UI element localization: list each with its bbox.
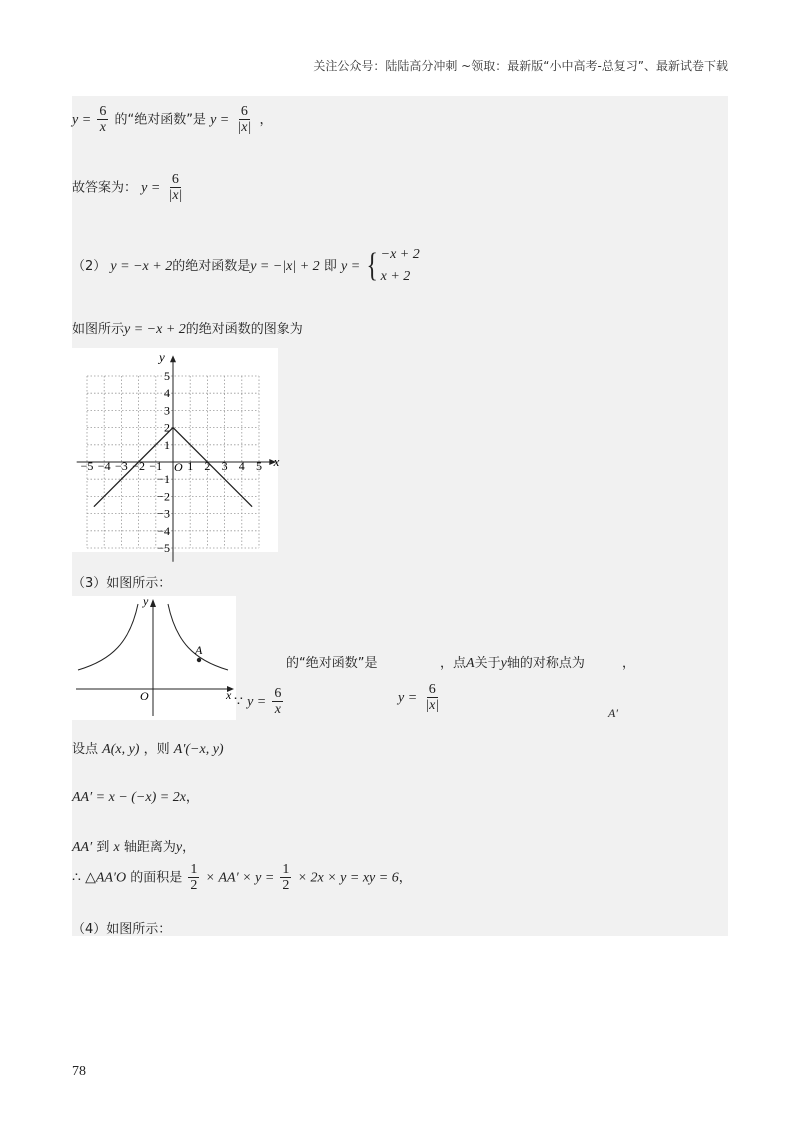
y-label: y [143,594,149,608]
graph-svg [72,348,280,555]
fraction: $\frac{1}{2}$ [282,862,290,894]
page-number: 78 [72,1064,86,1079]
line-8: 设点 A(x, y) ，则 A′(−x, y) [72,742,224,757]
item-label: （2） [72,258,107,274]
x-label: x [226,688,232,702]
piecewise: { −x + 2 x + 2 [366,247,420,285]
fraction: $\frac{6}{|x|}$ [425,682,440,714]
line-9: AA′ = x − (−x) = 2x， [72,790,199,805]
y-tick-label: 1 [164,437,170,452]
fraction: $\frac{6}{x}$ [99,104,107,136]
y-axis-label: y [159,349,165,365]
point-a [197,658,201,662]
left-branch [78,604,138,670]
fraction: $\frac{6}{|x|}$ [168,172,183,204]
line-5: （3）如图所示： [72,576,172,591]
line-6: 的“绝对函数”是 [286,656,378,671]
line-10: AA′ 到 x 轴距离为y， [72,840,196,855]
x-tick-label: −1 [149,458,163,473]
x-tick-label: −2 [132,458,145,473]
line-6b: ，点A关于y轴的对称点为 [440,656,585,671]
page-header: 关注公众号：陆陆高分冲刺 ~领取：最新版“小中高考-总复习”、最新试卷下载 [313,59,728,73]
fraction: $\frac{6}{|x|}$ [237,104,252,136]
line-1: y = $\frac{6}{x}$ 的“绝对函数”是 y = $\frac{6}{|x|}$ ， [72,104,273,136]
eq-y: y = [72,112,92,128]
line-4: 如图所示y = −x + 2的绝对函数的图象为 [72,322,303,337]
y-tick-label: 4 [164,386,170,401]
line-7b: y = $\frac{6}{|x|}$ [398,682,440,714]
x-tick-label: −5 [80,458,94,473]
x-tick-label: 2 [204,458,211,473]
abs-graph-1 [72,348,280,555]
line-6c: ， [622,656,636,671]
origin-label: O [174,460,183,474]
y-axis-arrow [170,355,176,362]
a-prime-label: A′ [608,706,618,720]
eq-y: y = [210,112,230,128]
y-tick-label: −5 [157,541,170,555]
fraction: $\frac{1}{2}$ [190,862,198,894]
y-tick-label: −3 [157,506,170,521]
x-tick-label: −3 [115,458,128,473]
x-axis-label: x [273,454,280,469]
x-tick-label: 1 [187,458,194,473]
y-tick-label: 3 [164,403,170,418]
y-arrow [150,599,156,607]
x-tick-label: 5 [256,458,262,473]
line-7: ∵ y = $\frac{6}{x}$ [234,686,282,718]
y-tick-label: 5 [164,369,170,383]
text: 的“绝对函数”是 [114,112,206,128]
graph-svg [72,596,236,720]
line-12: （4）如图所示： [72,922,172,937]
x-tick-label: 4 [238,458,245,473]
y-tick-label: 2 [164,420,170,435]
origin-label: O [140,689,149,703]
line-3: （2） y = −x + 2的绝对函数是y = −|x| + 2 即 y = { −x + 2 x + 2 [72,244,420,289]
fraction: $\frac{6}{x}$ [274,686,282,718]
point-a-label: A [195,643,203,657]
abs-graph-2 [72,596,236,720]
y-tick-label: −2 [157,489,170,504]
line-2: 故答案为： y = $\frac{6}{|x|}$ [72,172,183,204]
answer-label: 故答案为： [72,180,138,196]
x-tick-label: −4 [97,458,111,473]
line-11: ∴ △AA′O 的面积是 $\frac{1}{2}$ × AA′ × y = $\frac{1}{2}$ × 2x × y = xy = 6， [72,862,412,894]
y-tick-label: −4 [157,523,170,538]
x-tick-label: 3 [221,458,228,473]
y-tick-label: −1 [157,472,170,487]
